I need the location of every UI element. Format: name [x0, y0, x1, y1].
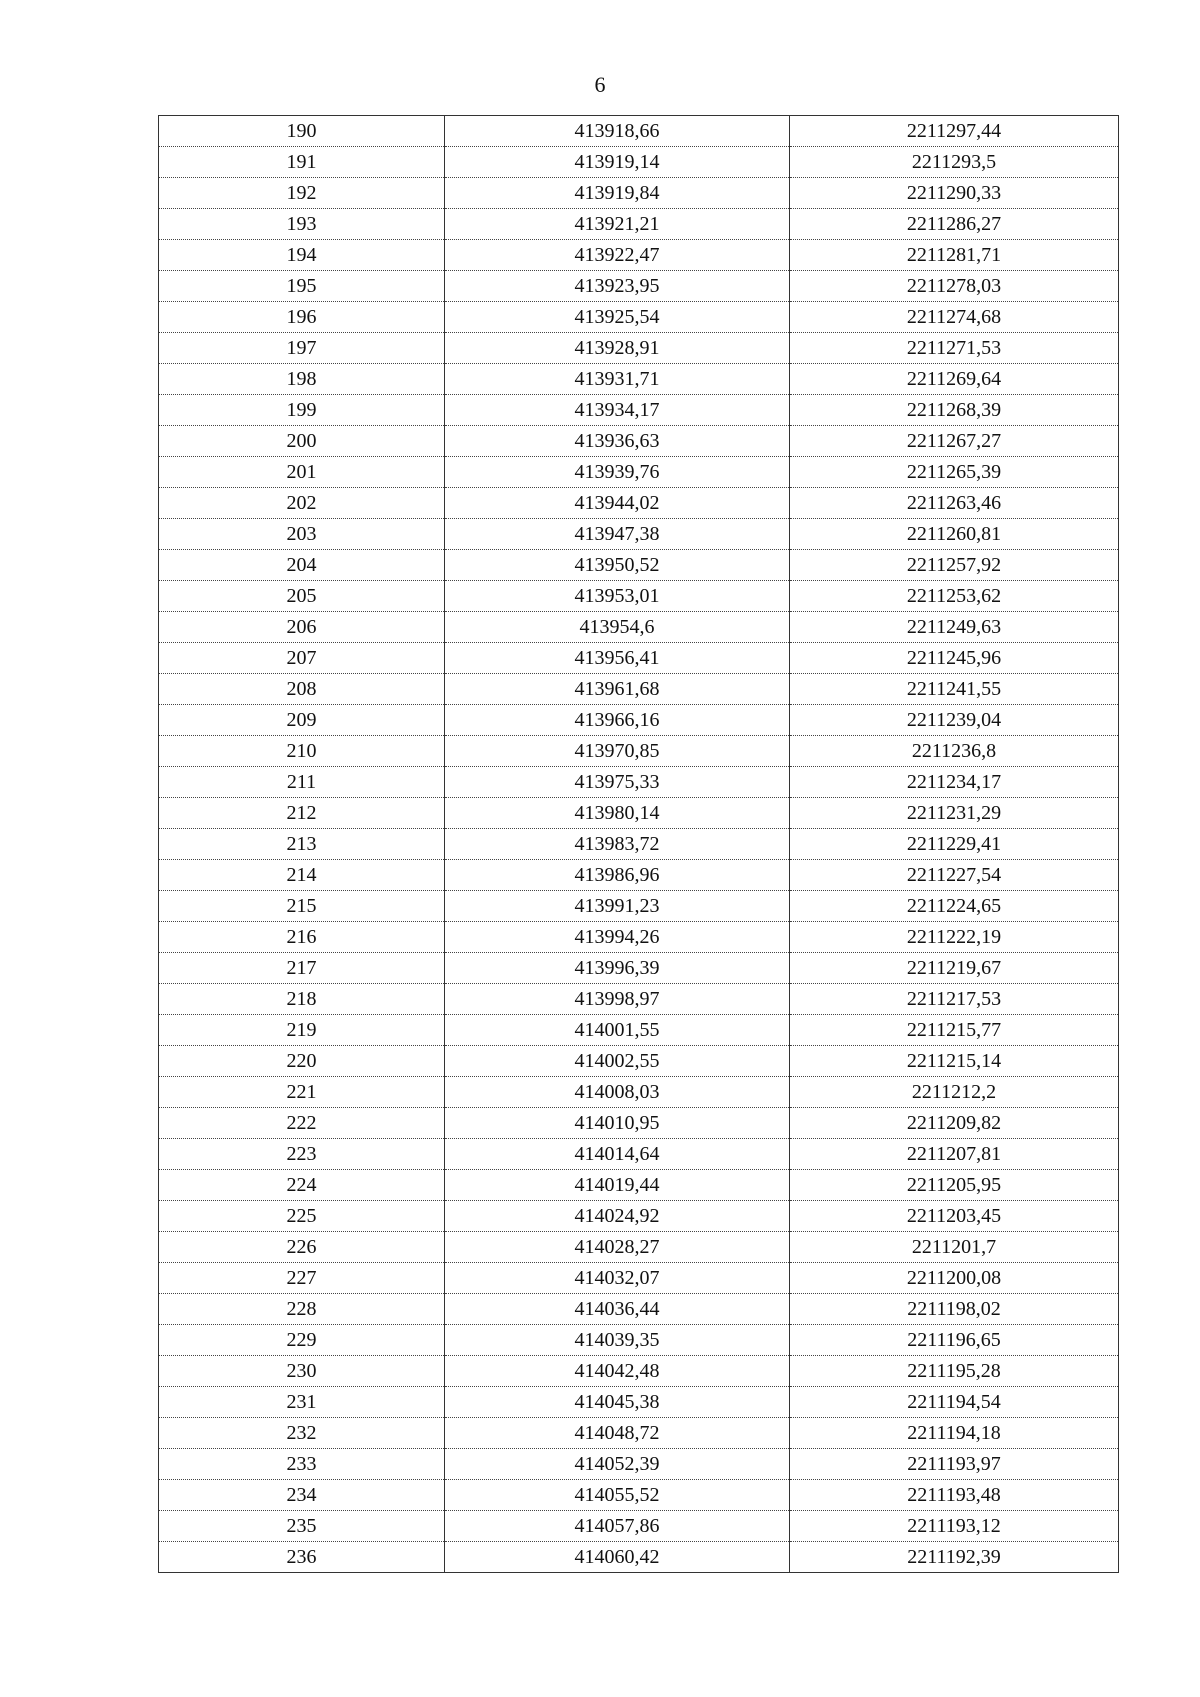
y-coordinate-cell: 2211193,97	[790, 1449, 1119, 1480]
point-number-cell: 229	[159, 1325, 445, 1356]
table-row	[159, 488, 1119, 519]
y-coordinate-cell: 2211253,62	[790, 581, 1119, 612]
table-row	[159, 1015, 1119, 1046]
x-coordinate-cell: 413923,95	[445, 271, 790, 302]
x-coordinate-cell: 413944,02	[445, 488, 790, 519]
point-number-cell: 234	[159, 1480, 445, 1511]
table-row	[159, 1542, 1119, 1573]
table-row	[159, 1387, 1119, 1418]
coordinates-table-body	[159, 116, 1119, 1573]
y-coordinate-cell: 2211198,02	[790, 1294, 1119, 1325]
point-number-cell: 215	[159, 891, 445, 922]
x-coordinate-cell: 413928,91	[445, 333, 790, 364]
y-coordinate-cell: 2211236,8	[790, 736, 1119, 767]
table-row	[159, 240, 1119, 271]
table-row	[159, 1201, 1119, 1232]
table-row	[159, 1139, 1119, 1170]
point-number-cell: 231	[159, 1387, 445, 1418]
y-coordinate-cell: 2211229,41	[790, 829, 1119, 860]
point-number-cell: 222	[159, 1108, 445, 1139]
x-coordinate-cell: 414028,27	[445, 1232, 790, 1263]
y-coordinate-cell: 2211227,54	[790, 860, 1119, 891]
x-coordinate-cell: 413975,33	[445, 767, 790, 798]
y-coordinate-cell: 2211286,27	[790, 209, 1119, 240]
y-coordinate-cell: 2211257,92	[790, 550, 1119, 581]
point-number-cell: 214	[159, 860, 445, 891]
point-number-cell: 190	[159, 116, 445, 147]
x-coordinate-cell: 413970,85	[445, 736, 790, 767]
x-coordinate-cell: 413991,23	[445, 891, 790, 922]
point-number-cell: 207	[159, 643, 445, 674]
y-coordinate-cell: 2211231,29	[790, 798, 1119, 829]
x-coordinate-cell: 414024,92	[445, 1201, 790, 1232]
y-coordinate-cell: 2211297,44	[790, 116, 1119, 147]
table-row	[159, 643, 1119, 674]
point-number-cell: 193	[159, 209, 445, 240]
point-number-cell: 199	[159, 395, 445, 426]
table-row	[159, 705, 1119, 736]
table-row	[159, 1449, 1119, 1480]
y-coordinate-cell: 2211281,71	[790, 240, 1119, 271]
table-row	[159, 1170, 1119, 1201]
y-coordinate-cell: 2211268,39	[790, 395, 1119, 426]
x-coordinate-cell: 414001,55	[445, 1015, 790, 1046]
point-number-cell: 201	[159, 457, 445, 488]
table-row	[159, 829, 1119, 860]
point-number-cell: 204	[159, 550, 445, 581]
table-row	[159, 984, 1119, 1015]
point-number-cell: 235	[159, 1511, 445, 1542]
y-coordinate-cell: 2211278,03	[790, 271, 1119, 302]
x-coordinate-cell: 414032,07	[445, 1263, 790, 1294]
point-number-cell: 227	[159, 1263, 445, 1294]
x-coordinate-cell: 414045,38	[445, 1387, 790, 1418]
point-number-cell: 194	[159, 240, 445, 271]
point-number-cell: 219	[159, 1015, 445, 1046]
x-coordinate-cell: 413934,17	[445, 395, 790, 426]
table-row	[159, 457, 1119, 488]
x-coordinate-cell: 413918,66	[445, 116, 790, 147]
x-coordinate-cell: 413950,52	[445, 550, 790, 581]
y-coordinate-cell: 2211224,65	[790, 891, 1119, 922]
point-number-cell: 209	[159, 705, 445, 736]
point-number-cell: 200	[159, 426, 445, 457]
point-number-cell: 195	[159, 271, 445, 302]
y-coordinate-cell: 2211194,54	[790, 1387, 1119, 1418]
table-row	[159, 519, 1119, 550]
point-number-cell: 230	[159, 1356, 445, 1387]
x-coordinate-cell: 413922,47	[445, 240, 790, 271]
y-coordinate-cell: 2211269,64	[790, 364, 1119, 395]
point-number-cell: 218	[159, 984, 445, 1015]
table-row	[159, 953, 1119, 984]
x-coordinate-cell: 413954,6	[445, 612, 790, 643]
table-row	[159, 1046, 1119, 1077]
y-coordinate-cell: 2211271,53	[790, 333, 1119, 364]
y-coordinate-cell: 2211293,5	[790, 147, 1119, 178]
x-coordinate-cell: 413956,41	[445, 643, 790, 674]
table-row	[159, 1356, 1119, 1387]
table-row	[159, 798, 1119, 829]
point-number-cell: 217	[159, 953, 445, 984]
x-coordinate-cell: 413980,14	[445, 798, 790, 829]
point-number-cell: 232	[159, 1418, 445, 1449]
point-number-cell: 224	[159, 1170, 445, 1201]
x-coordinate-cell: 413936,63	[445, 426, 790, 457]
point-number-cell: 206	[159, 612, 445, 643]
y-coordinate-cell: 2211215,77	[790, 1015, 1119, 1046]
table-row	[159, 767, 1119, 798]
table-row	[159, 581, 1119, 612]
y-coordinate-cell: 2211249,63	[790, 612, 1119, 643]
x-coordinate-cell: 414002,55	[445, 1046, 790, 1077]
point-number-cell: 203	[159, 519, 445, 550]
table-row	[159, 116, 1119, 147]
x-coordinate-cell: 414042,48	[445, 1356, 790, 1387]
y-coordinate-cell: 2211265,39	[790, 457, 1119, 488]
table-row	[159, 1263, 1119, 1294]
table-row	[159, 1418, 1119, 1449]
table-row	[159, 209, 1119, 240]
x-coordinate-cell: 414060,42	[445, 1542, 790, 1573]
table-row	[159, 736, 1119, 767]
point-number-cell: 236	[159, 1542, 445, 1573]
table-row	[159, 1077, 1119, 1108]
point-number-cell: 223	[159, 1139, 445, 1170]
point-number-cell: 212	[159, 798, 445, 829]
table-row	[159, 178, 1119, 209]
y-coordinate-cell: 2211200,08	[790, 1263, 1119, 1294]
x-coordinate-cell: 413983,72	[445, 829, 790, 860]
point-number-cell: 197	[159, 333, 445, 364]
table-row	[159, 674, 1119, 705]
point-number-cell: 225	[159, 1201, 445, 1232]
y-coordinate-cell: 2211196,65	[790, 1325, 1119, 1356]
point-number-cell: 233	[159, 1449, 445, 1480]
x-coordinate-cell: 413925,54	[445, 302, 790, 333]
x-coordinate-cell: 413953,01	[445, 581, 790, 612]
table-row	[159, 550, 1119, 581]
y-coordinate-cell: 2211201,7	[790, 1232, 1119, 1263]
y-coordinate-cell: 2211203,45	[790, 1201, 1119, 1232]
table-row	[159, 1294, 1119, 1325]
y-coordinate-cell: 2211234,17	[790, 767, 1119, 798]
y-coordinate-cell: 2211219,67	[790, 953, 1119, 984]
table-row	[159, 395, 1119, 426]
point-number-cell: 226	[159, 1232, 445, 1263]
x-coordinate-cell: 414010,95	[445, 1108, 790, 1139]
table-row	[159, 1108, 1119, 1139]
x-coordinate-cell: 414008,03	[445, 1077, 790, 1108]
point-number-cell: 196	[159, 302, 445, 333]
y-coordinate-cell: 2211222,19	[790, 922, 1119, 953]
y-coordinate-cell: 2211217,53	[790, 984, 1119, 1015]
x-coordinate-cell: 413986,96	[445, 860, 790, 891]
x-coordinate-cell: 414019,44	[445, 1170, 790, 1201]
point-number-cell: 213	[159, 829, 445, 860]
table-row	[159, 333, 1119, 364]
y-coordinate-cell: 2211267,27	[790, 426, 1119, 457]
y-coordinate-cell: 2211209,82	[790, 1108, 1119, 1139]
y-coordinate-cell: 2211192,39	[790, 1542, 1119, 1573]
y-coordinate-cell: 2211212,2	[790, 1077, 1119, 1108]
table-row	[159, 860, 1119, 891]
y-coordinate-cell: 2211239,04	[790, 705, 1119, 736]
y-coordinate-cell: 2211193,12	[790, 1511, 1119, 1542]
x-coordinate-cell: 413919,84	[445, 178, 790, 209]
x-coordinate-cell: 413939,76	[445, 457, 790, 488]
table-row	[159, 364, 1119, 395]
y-coordinate-cell: 2211193,48	[790, 1480, 1119, 1511]
table-row	[159, 302, 1119, 333]
x-coordinate-cell: 413966,16	[445, 705, 790, 736]
table-row	[159, 1325, 1119, 1356]
table-row	[159, 922, 1119, 953]
x-coordinate-cell: 414048,72	[445, 1418, 790, 1449]
y-coordinate-cell: 2211195,28	[790, 1356, 1119, 1387]
x-coordinate-cell: 414014,64	[445, 1139, 790, 1170]
x-coordinate-cell: 413931,71	[445, 364, 790, 395]
point-number-cell: 221	[159, 1077, 445, 1108]
y-coordinate-cell: 2211290,33	[790, 178, 1119, 209]
x-coordinate-cell: 413919,14	[445, 147, 790, 178]
table-row	[159, 612, 1119, 643]
point-number-cell: 192	[159, 178, 445, 209]
point-number-cell: 202	[159, 488, 445, 519]
x-coordinate-cell: 414052,39	[445, 1449, 790, 1480]
y-coordinate-cell: 2211205,95	[790, 1170, 1119, 1201]
point-number-cell: 216	[159, 922, 445, 953]
point-number-cell: 208	[159, 674, 445, 705]
point-number-cell: 191	[159, 147, 445, 178]
y-coordinate-cell: 2211241,55	[790, 674, 1119, 705]
x-coordinate-cell: 413921,21	[445, 209, 790, 240]
point-number-cell: 205	[159, 581, 445, 612]
x-coordinate-cell: 413994,26	[445, 922, 790, 953]
x-coordinate-cell: 413996,39	[445, 953, 790, 984]
x-coordinate-cell: 414036,44	[445, 1294, 790, 1325]
y-coordinate-cell: 2211194,18	[790, 1418, 1119, 1449]
y-coordinate-cell: 2211215,14	[790, 1046, 1119, 1077]
point-number-cell: 210	[159, 736, 445, 767]
y-coordinate-cell: 2211207,81	[790, 1139, 1119, 1170]
page-number: 6	[594, 72, 606, 97]
y-coordinate-cell: 2211260,81	[790, 519, 1119, 550]
point-number-cell: 220	[159, 1046, 445, 1077]
point-number-cell: 211	[159, 767, 445, 798]
table-row	[159, 1232, 1119, 1263]
x-coordinate-cell: 414057,86	[445, 1511, 790, 1542]
x-coordinate-cell: 413998,97	[445, 984, 790, 1015]
x-coordinate-cell: 414055,52	[445, 1480, 790, 1511]
coordinates-table	[158, 115, 1119, 1573]
table-row	[159, 1511, 1119, 1542]
y-coordinate-cell: 2211274,68	[790, 302, 1119, 333]
table-row	[159, 147, 1119, 178]
y-coordinate-cell: 2211263,46	[790, 488, 1119, 519]
x-coordinate-cell: 413961,68	[445, 674, 790, 705]
point-number-cell: 198	[159, 364, 445, 395]
table-row	[159, 1480, 1119, 1511]
table-row	[159, 891, 1119, 922]
point-number-cell: 228	[159, 1294, 445, 1325]
table-row	[159, 426, 1119, 457]
y-coordinate-cell: 2211245,96	[790, 643, 1119, 674]
table-row	[159, 271, 1119, 302]
x-coordinate-cell: 414039,35	[445, 1325, 790, 1356]
x-coordinate-cell: 413947,38	[445, 519, 790, 550]
